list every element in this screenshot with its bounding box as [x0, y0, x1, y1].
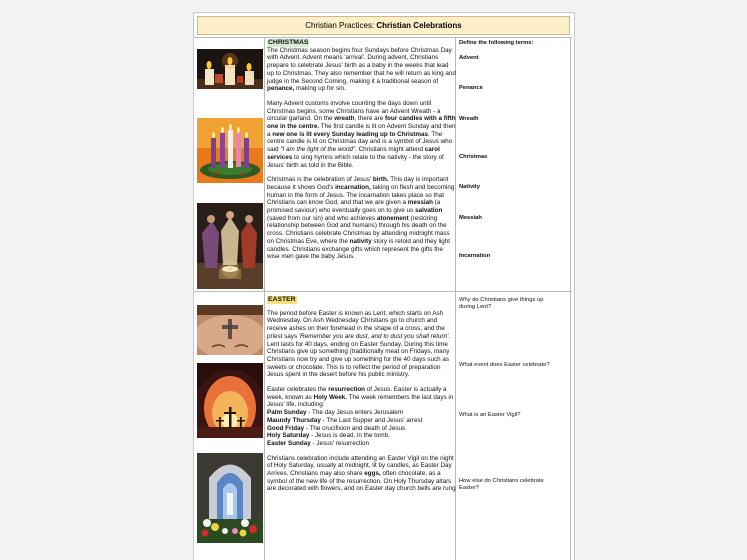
text-run: "I am the light of the world"	[280, 146, 356, 154]
text-run: Christians celebration include attending an Easter Vigil on the night of Holy Saturday, usually at midnight, lit by candles, as Easter Day Arrives. Christians may also share	[267, 454, 454, 478]
holy-week-day-description: - The crucifixion and death of Jesus	[304, 424, 406, 432]
holy-week-day-name: Palm Sunday	[267, 409, 307, 417]
text-run: This day is important because it shows God's	[267, 176, 449, 191]
row-divider-middle	[194, 291, 572, 292]
easter-text	[267, 296, 456, 493]
text-run: carol services	[267, 146, 440, 161]
text-run: Easter celebrates the	[267, 386, 329, 394]
text-run: Holy Week.	[313, 393, 348, 401]
christmas-text	[267, 39, 456, 261]
text-run: . Christians might attend	[355, 146, 425, 154]
text-run: messiah	[407, 199, 433, 207]
define-term-incarnation: Incarnation	[459, 253, 491, 259]
easter-paragraph-celebrations	[267, 455, 456, 494]
text-run: salvation	[415, 207, 443, 215]
define-term-nativity: Nativity	[459, 184, 480, 190]
text-run: (a promised saviour) who eventually goes on to give us	[267, 199, 441, 215]
holy-week-day-description: - The day Jesus enters Jerusalem	[306, 409, 404, 417]
holy-week-day-description: - The Last Supper and Jesus' arrest	[320, 416, 423, 424]
easter-paragraph-lent	[267, 310, 456, 379]
holy-week-day-name: Maundy Thursday	[267, 416, 321, 424]
text-run: nativity	[349, 237, 372, 245]
christmas-heading: CHRISTMAS	[268, 39, 309, 46]
holy-week-day-description: - Jesus is dead, in the tomb.	[309, 432, 390, 440]
easter-question: Why do Christians give things up during Lent?	[459, 297, 544, 310]
holy-week-day	[267, 425, 456, 433]
advent-wreath-photo	[197, 118, 263, 183]
candles-photo	[197, 49, 263, 89]
text-run: The period before Easter is known as Lent, which starts on Ash Wednesday. On Ash Wednesday Christians go to church and receive ashes on their forehead in the shape of a cross, and the priest says	[267, 309, 445, 340]
holy-week-day-name: Holy Saturday	[267, 432, 310, 440]
holy-week-day	[267, 440, 456, 448]
holy-week-day-name: Good Friday	[267, 424, 305, 432]
christmas-paragraph-wreath	[267, 100, 456, 169]
define-term-messiah: Messiah	[459, 215, 482, 221]
text-run: , there are	[354, 115, 385, 123]
text-run: . The centre candle is lit on Christmas day and is a symbol of Jesus who said	[267, 130, 453, 154]
easter-heading: EASTER	[268, 296, 296, 303]
text-run: new one is lit every Sunday leading up to Christmas	[272, 130, 428, 138]
holy-week-day-name: Easter Sunday	[267, 439, 311, 447]
text-run: often chocolate, as a symbol of the new life of the resurrection. On Holy Thursday altars are decorated with flowers, and on Easter day church bells are rung	[267, 470, 456, 493]
text-run: resurrection	[328, 386, 366, 394]
column-divider-3	[570, 37, 571, 560]
text-run: The first candle is lit on Advent Sunday and then a	[267, 123, 456, 138]
text-run: (restoring relationship between God and humans) through his death on the cross. Christians celebrate Christmas by attending midnight mass on Christmas Eve, where the	[267, 214, 450, 245]
easter-question: What event does Easter celebrate?	[459, 362, 550, 368]
holy-week-day	[267, 417, 456, 425]
nativity-scene-photo	[197, 203, 263, 289]
text-run: story is retold and they light candles. Christians exchange gifts which represent the gifts the wise men gave the baby Jesus.	[267, 237, 451, 261]
text-run: . Lent lasts for 40 days, ending on Easter Sunday. During this time Christians give up something (traditionally meat on Fridays, many Christians now try and give up something for the 40 days such as sweets or chocolate. This is to reflect the period of preparation Jesus spent in the desert before his public ministry.	[267, 332, 451, 379]
easter-question: What is an Easter Vigil?	[459, 412, 521, 418]
define-terms-title: Define the following terms:	[459, 40, 534, 46]
easter-paragraph-holy-week	[267, 386, 456, 409]
text-run: atonement	[376, 214, 409, 222]
text-run: eggs,	[364, 470, 381, 478]
holy-week-day-description: - Jesus' resurrection	[310, 439, 369, 447]
text-run: The Christmas season begins four Sundays before Christmas Day with Advent. Advent means 'arrival'. During advent, Christians prepare to celebrate Jesus' birth as a baby in the weeks that lead up to Christmas. They also remember that he will return as king and judge in the Second Coming, making it a traditional season of	[267, 46, 456, 85]
text-run: making up for sin.	[294, 85, 346, 93]
christmas-paragraph-advent	[267, 47, 456, 93]
easter-question: How else do Christians celebrate Easter?	[459, 478, 544, 491]
holy-week-day	[267, 432, 456, 440]
define-term-penance: Penance	[459, 85, 483, 91]
define-term-christmas: Christmas	[459, 154, 488, 160]
text-run: 'Remember you are dust, and to dust you shall return'	[298, 332, 449, 340]
ash-cross-forehead-photo	[197, 305, 263, 355]
text-run: penance,	[267, 85, 295, 93]
column-divider-1	[264, 37, 265, 560]
text-run: Christmas is the celebration of Jesus'	[267, 176, 373, 184]
three-crosses-sunset-photo	[197, 363, 263, 438]
holy-week-days-list	[267, 409, 456, 448]
worksheet-page	[193, 12, 575, 560]
text-run: of Jesus. Easter is actually a week, known as	[267, 386, 447, 401]
holy-week-day	[267, 409, 456, 417]
text-run: incarnation,	[335, 183, 371, 191]
worksheet-title: Christian Practices: Christian Celebrations	[197, 16, 570, 35]
text-run: taking on flesh and becoming human in the form of Jesus. The incarnation takes place so that Christians can know God, and that we are given a	[267, 183, 455, 207]
empty-tomb-flowers-photo	[197, 453, 263, 543]
text-run: wreath	[334, 115, 355, 123]
text-run: The week remembers the last days in Jesus' life, including:	[267, 393, 454, 409]
text-run: to sing hymns which relate to the nativity - the story of Jesus' birth as told in the Bible.	[267, 153, 444, 169]
text-run: four candles with a fifth one in the centre.	[267, 115, 456, 131]
text-run: birth.	[372, 176, 389, 184]
christmas-paragraph-celebration	[267, 176, 456, 261]
define-term-advent: Advent	[459, 55, 479, 61]
define-term-wreath: Wreath	[459, 116, 479, 122]
text-run: (saved from our sin) and who achieves	[267, 214, 377, 222]
row-divider-top	[194, 37, 572, 38]
text-run: Many Advent customs involve counting the days down until Christmas begins, some Christians have an Advent Wreath - a circular garland. On the	[267, 99, 441, 123]
